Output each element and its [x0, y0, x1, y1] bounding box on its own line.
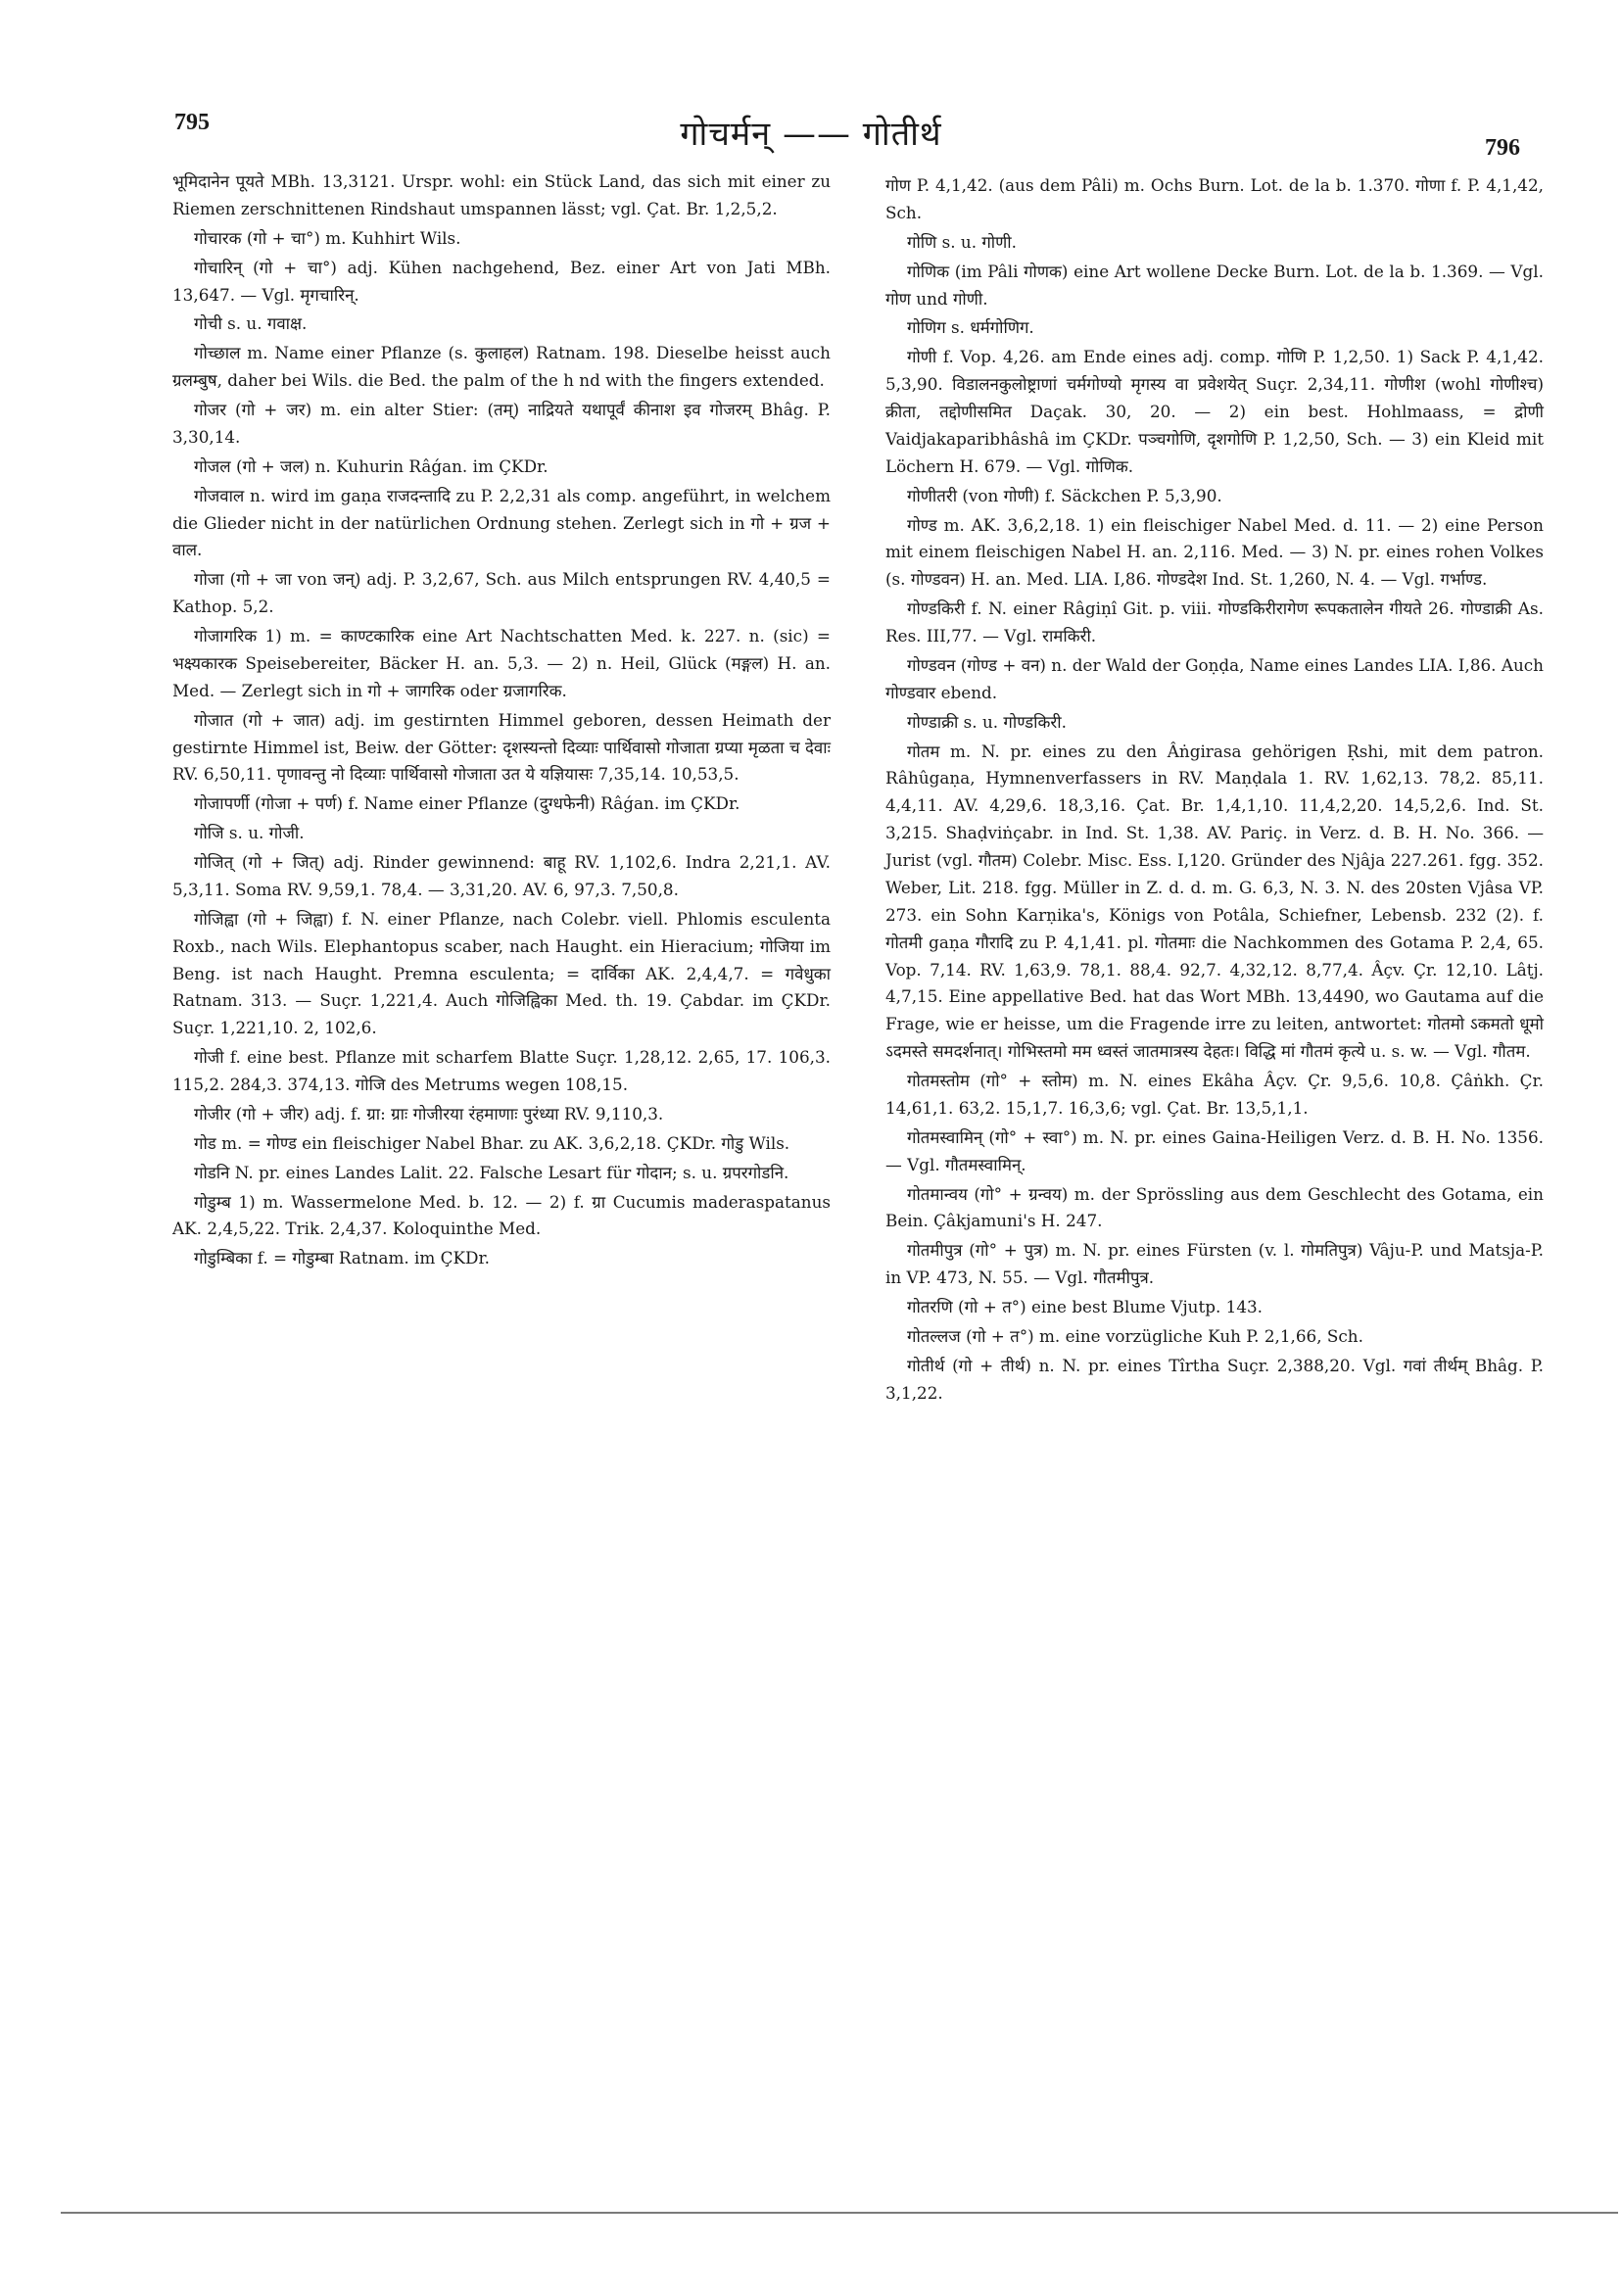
dictionary-entry: गोण्डवन (गोण्ड + वन) n. der Wald der Goṇḍa, Name eines Landes LIA. I,86. Auch गोण्डवार ebend. [885, 654, 1544, 702]
dictionary-entry: गोणिक (im Pâli गोणक) eine Art wollene Decke Burn. Lot. de la b. 1.369. — Vgl. गोण und गोणी. [885, 261, 1544, 309]
dictionary-entry: गोजिह्वा (गो + जिह्वा) f. N. einer Pflanze, nach Colebr. viell. Phlomis esculenta Roxb., nach Wils. Elephantopus scaber, nach Haught. ein Hieracium; गोजिया im Beng. ist nach Haught. Premna esculenta; = दार्विका AK. 2,4,4,7. = गवेधुका Ratnam. 313. — Suçr. 1,221,4. Auch गोजिह्विका Med. th. 19. Çabdar. im ÇKDr. Suçr. 1,221,10. 2, 102,6. [172, 908, 831, 1038]
dictionary-entry: गोची s. u. गवाक्ष. [194, 313, 308, 334]
dictionary-entry: गोणी f. Vop. 4,26. am Ende eines adj. comp. गोणि P. 1,2,50. 1) Sack P. 4,1,42. 5,3,90. विडालनकुलोष्ट्राणां चर्मगोण्यो मृगस्य वा प्रवेशयेत् Suçr. 2,34,11. गोणीश (wohl गोणीश्च) क्रीता, तद्दोणीसमित Daçak. 30, 20. — 2) ein best. Hohlmaass, = द्रोणी Vaidjakaparibhâshâ im ÇKDr. पञ्चगोणि, दृशगोणि P. 1,2,50, Sch. — 3) ein Kleid mit Löchern H. 679. — Vgl. गोणिक. [885, 347, 1544, 476]
dictionary-entry: गोजात (गो + जात) adj. im gestirnten Himmel geboren, dessen Heimath der gestirnte Himmel ist, Beiw. der Götter: दृशस्यन्तो दिव्याः पार्थिवासो गोजाता ग्रप्या मृळता च देवाः RV. 6,50,11. पृणावन्तु नो दिव्याः पार्थिवासो गोजाता उत ये यज्ञियासः 7,35,14. 10,53,5. [172, 709, 831, 785]
dictionary-entry: गोणिग s. धर्मगोणिग. [907, 317, 1034, 338]
dictionary-entry: गोच्छाल m. Name einer Pflanze (s. कुलाहल) Ratnam. 198. Dieselbe heisst auch ग्रलम्बुष, daher bei Wils. die Bed. the palm of the h nd with the fingers extended. [172, 343, 831, 391]
dictionary-entry: गोजल (गो + जल) n. Kuhurin Râǵan. im ÇKDr. [194, 455, 549, 476]
dictionary-entry: गोण्डाक्री s. u. गोण्डकिरी. [907, 711, 1067, 732]
dictionary-entry: गोडुम्ब 1) m. Wassermelone Med. b. 12. — 2) f. ग्रा Cucumis maderaspatanus AK. 2,4,5,22. Trik. 2,4,37. Koloquinthe Med. [172, 1191, 831, 1239]
dictionary-entry: गोतम m. N. pr. eines zu den Âṅgirasa gehörigen Ṛshi, mit dem patron. Râhûgaṇa, Hymnenverfassers in RV. Maṇḍala 1. RV. 1,62,13. 78,2. 85,11. 4,4,11. AV. 4,29,6. 18,3,16. Çat. Br. 1,4,1,10. 11,4,2,20. 14,5,2,6. Ind. St. 3,215. Shaḍviṅçabr. in Ind. St. 1,38. AV. Pariç. in Verz. d. B. H. No. 366. — Jurist (vgl. गौतम) Colebr. Misc. Ess. I,120. Gründer des Njâja 227.261. fgg. 352. Weber, Lit. 218. fgg. Müller in Z. d. d. m. G. 6,3, N. 3. N. des 20sten Vjâsa VP. 273. ein Sohn Karṇika's, Königs von Potâla, Schiefner, Lebensb. 232 (2). f. गोतमी gaṇa गौरादि zu P. 4,1,41. pl. गोतमाः die Nachkommen des Gotama P. 2,4, 65. Vop. 7,14. RV. 1,63,9. 78,1. 88,4. 92,7. 4,32,12. 8,77,4. Âçv. Çr. 12,10. Lâṭj. 4,7,15. Eine appellative Bed. hat das Wort MBh. 13,4490, wo Gautama auf die Frage, wie er heisse, um die Fragende irre zu leiten, antwortet: गोतमो ऽकमतो धूमो ऽदमस्ते समदर्शनात्। गोभिस्तमो मम ध्वस्तं जातमात्रस्य देहतः। विद्धि मां गौतमं कृत्ये u. s. w. — Vgl. गौतम. [885, 741, 1544, 1062]
dictionary-entry: गोडुम्बिका f. = गोडुम्बा Ratnam. im ÇKDr. [194, 1248, 491, 1268]
dictionary-entry: गोतमस्वामिन् (गो° + स्वा°) m. N. pr. eines Gaina-Heiligen Verz. d. B. H. No. 1356. — Vgl. गौतमस्वामिन्. [885, 1126, 1544, 1174]
dictionary-entry: गोण्डकिरी f. N. einer Râgiṇî Git. p. viii. गोण्डकिरीरागेण रूपकतालेन गीयते 26. गोण्डाक्री As. Res. III,77. — Vgl. रामकिरी. [885, 598, 1544, 646]
dictionary-entry: गोणि s. u. गोणी. [907, 231, 1017, 252]
dictionary-entry: गोजीर (गो + जीर) adj. f. ग्रा: ग्राः गोजीरया रंहमाणाः पुरंध्या RV. 9,110,3. [194, 1103, 664, 1124]
dictionary-entry: गोडनि N. pr. eines Landes Lalit. 22. Falsche Lesart für गोदान; s. u. ग्रपरगोडनि. [194, 1162, 789, 1182]
dictionary-entry: गोतरणि (गो + त°) eine best Blume Vjutp. 143. [907, 1297, 1264, 1316]
left-column [172, 168, 831, 1274]
dictionary-entry: गोतमस्तोम (गो° + स्तोम) m. N. eines Ekâha Âçv. Çr. 9,5,6. 10,8. Çâṅkh. Çr. 14,61,1. 63,2. 15,1,7. 16,3,6; vgl. Çat. Br. 13,5,1,1. [885, 1071, 1544, 1118]
dictionary-entry: गोतल्लज (गो + त°) m. eine vorzügliche Kuh P. 2,1,66, Sch. [907, 1325, 1363, 1346]
bottom-rule [61, 2212, 1618, 2214]
dictionary-entry: भूमिदानेन पूयते MBh. 13,3121. Urspr. wohl: ein Stück Land, das sich mit einer zu Riemen zerschnittenen Rindshaut umspannen lässt; vgl. Çat. Br. 1,2,5,2. [172, 171, 831, 218]
dictionary-entry: गोजापर्णी (गोजा + पर्ण) f. Name einer Pflanze (दुग्धफेनी) Râǵan. im ÇKDr. [194, 793, 740, 814]
left-page-number: 795 [174, 110, 210, 135]
dictionary-entry: गोजि s. u. गोजी. [194, 823, 305, 843]
right-page-number: 796 [1485, 135, 1520, 161]
dictionary-entry: गोचारिन् (गो + चा°) adj. Kühen nachgehend, Bez. einer Art von Jati MBh. 13,647. — Vgl. मृगचारिन्. [172, 257, 831, 305]
dictionary-entry: गोजवाल n. wird im gaṇa राजदन्तादि zu P. 2,2,31 als comp. angeführt, in welchem die Glieder nicht in der natürlichen Ordnung stehen. Zerlegt sich in गो + ग्रज + वाल. [172, 485, 831, 560]
right-column [885, 172, 1544, 1410]
dictionary-entry: गोण्ड m. AK. 3,6,2,18. 1) ein fleischiger Nabel Med. d. 11. — 2) eine Person mit einem fleischigen Nabel H. an. 2,116. Med. — 3) N. pr. eines rohen Volkes (s. गोण्डवन) H. an. Med. LIA. I,86. गोण्डदेश Ind. St. 1,260, N. 4. — Vgl. गर्भाण्ड. [885, 514, 1544, 590]
running-head: गोचर्मन् —— गोतीर्थ [680, 115, 942, 154]
dictionary-entry: गोणीतरी (von गोणी) f. Säckchen P. 5,3,90. [907, 485, 1222, 505]
dictionary-entry: गोतीर्थ (गो + तीर्थ) n. N. pr. eines Tîrtha Suçr. 2,388,20. Vgl. गवां तीर्थम् Bhâg. P. 3,1,22. [885, 1355, 1544, 1403]
dictionary-entry: गोण P. 4,1,42. (aus dem Pâli) m. Ochs Burn. Lot. de la b. 1.370. गोणा f. P. 4,1,42, Sch. [885, 175, 1544, 222]
dictionary-entry: गोचारक (गो + चा°) m. Kuhhirt Wils. [194, 227, 461, 248]
dictionary-entry: गोजित् (गो + जित्) adj. Rinder gewinnend: बाहू RV. 1,102,6. Indra 2,21,1. AV. 5,3,11. Soma RV. 9,59,1. 78,4. — 3,31,20. AV. 6, 97,3. 7,50,8. [172, 852, 831, 899]
dictionary-entry: गोजर (गो + जर) m. ein alter Stier: (तम्) नाद्रियते यथापूर्वं कीनाश इव गोजरम् Bhâg. P. 3,30,14. [172, 400, 831, 447]
dictionary-entry: गोजा (गो + जा von जन्) adj. P. 3,2,67, Sch. aus Milch entsprungen RV. 4,40,5 = Kathop. 5,2. [172, 569, 831, 617]
dictionary-entry: गोतमान्वय (गो° + ग्रन्वय) m. der Sprössling aus dem Geschlecht des Gotama, ein Bein. Çâkjamuni's H. 247. [885, 1183, 1544, 1231]
dictionary-entry: गोतमीपुत्र (गो° + पुत्र) m. N. pr. eines Fürsten (v. l. गोमतिपुत्र) Vâju-P. und Matsja-P. in VP. 473, N. 55. — Vgl. गौतमीपुत्र. [885, 1240, 1544, 1288]
dictionary-entry: गोजागरिक 1) m. = काण्टकारिक eine Art Nachtschatten Med. k. 227. n. (sic) = भक्ष्यकारक Speisebereiter, Bäcker H. an. 5,3. — 2) n. Heil, Glück (मङ्गल) H. an. Med. — Zerlegt sich in गो + जागरिक oder ग्रजागरिक. [172, 626, 831, 700]
dictionary-entry: गोजी f. eine best. Pflanze mit scharfem Blatte Suçr. 1,28,12. 2,65, 17. 106,3. 115,2. 284,3. 374,13. गोजि des Metrums wegen 108,15. [172, 1047, 831, 1094]
dictionary-entry: गोड m. = गोण्ड ein fleischiger Nabel Bhar. zu AK. 3,6,2,18. ÇKDr. गोडु Wils. [194, 1132, 790, 1153]
